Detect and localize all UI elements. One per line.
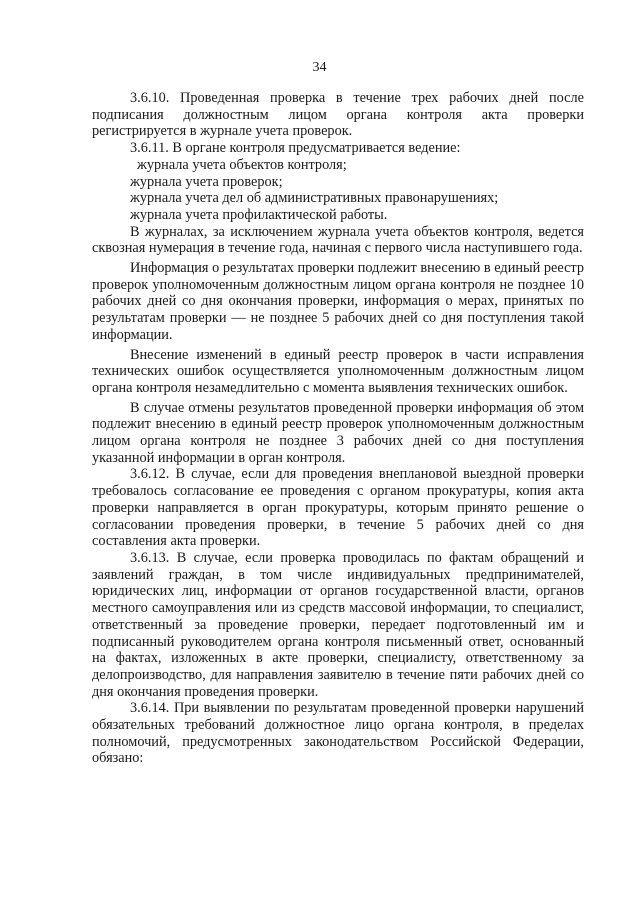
paragraph-3-6-13: 3.6.13. В случае, если проверка проводилась по фактам обращений и заявлений граждан, в том числе индивидуальных предпринимателей, юридических лиц, информации от органов государственной власти, органов местного самоуправления или из средств массовой информации, то специалист, ответственный за проведение проверки, передает подготовленный им и подписанный руководителем органа контроля письменный ответ, основанный на фактах, изложенных в акте проверки, специалисту, ответственному за делопроизводство, для направления заявителю в течение пяти рабочих дней со дня окончания проведения проверки. — [92, 549, 584, 700]
paragraph-3-6-12: 3.6.12. В случае, если для проведения внеплановой выездной проверки требовалось согласование ее проведения с органом прокуратуры, копия акта проверки направляется в орган прокуратуры, которым принято решение о согласовании проведения проверки, в течение 5 рабочих дней со дня составления акта проверки. — [92, 466, 584, 550]
paragraph-register-corrections: Внесение изменений в единый реестр проверок в части исправления технических ошибок осуществляется уполномоченным должностным лицом органа контроля незамедлительно с момента выявления технических ошибок. — [92, 346, 584, 396]
paragraph-cancellation: В случае отмены результатов проведенной проверки информация об этом подлежит внесению в единый реестр проверок уполномоченным должностным лицом органа контроля не позднее 3 рабочих дней со дня поступления указанной информации в орган контроля. — [92, 399, 584, 466]
document-body — [92, 90, 584, 767]
list-item: журнала учета профилактической работы. — [130, 206, 388, 223]
paragraph-journals-numbering: В журналах, за исключением журнала учета объектов контроля, ведется сквозная нумерация в течение года, начиная с первого числа наступившего года. — [92, 223, 584, 257]
list-item: журнала учета проверок; — [130, 173, 283, 190]
page-number: 34 — [312, 60, 327, 75]
paragraph-3-6-11: 3.6.11. В органе контроля предусматривается ведение: — [130, 140, 461, 157]
list-item: журнала учета объектов контроля; — [137, 156, 347, 173]
paragraph-register-info: Информация о результатах проверки подлежит внесению в единый реестр проверок уполномоченным должностным лицом органа контроля не позднее 10 рабочих дней со дня окончания проверки, информация о мерах, принятых по результатам проверки — не позднее 5 рабочих дней со дня поступления такой информации. — [92, 260, 584, 343]
paragraph-3-6-10: 3.6.10. Проведенная проверка в течение трех рабочих дней после подписания должностным лицом органа контроля акта проверки регистрируется в журнале учета проверок. — [92, 90, 584, 140]
list-item: журнала учета дел об административных правонарушениях; — [130, 190, 499, 207]
paragraph-3-6-14: 3.6.14. При выявлении по результатам проведенной проверки нарушений обязательных требований должностное лицо органа контроля, в пределах полномочий, предусмотренных законодательством Российской Федерации, обязано: — [92, 700, 584, 767]
